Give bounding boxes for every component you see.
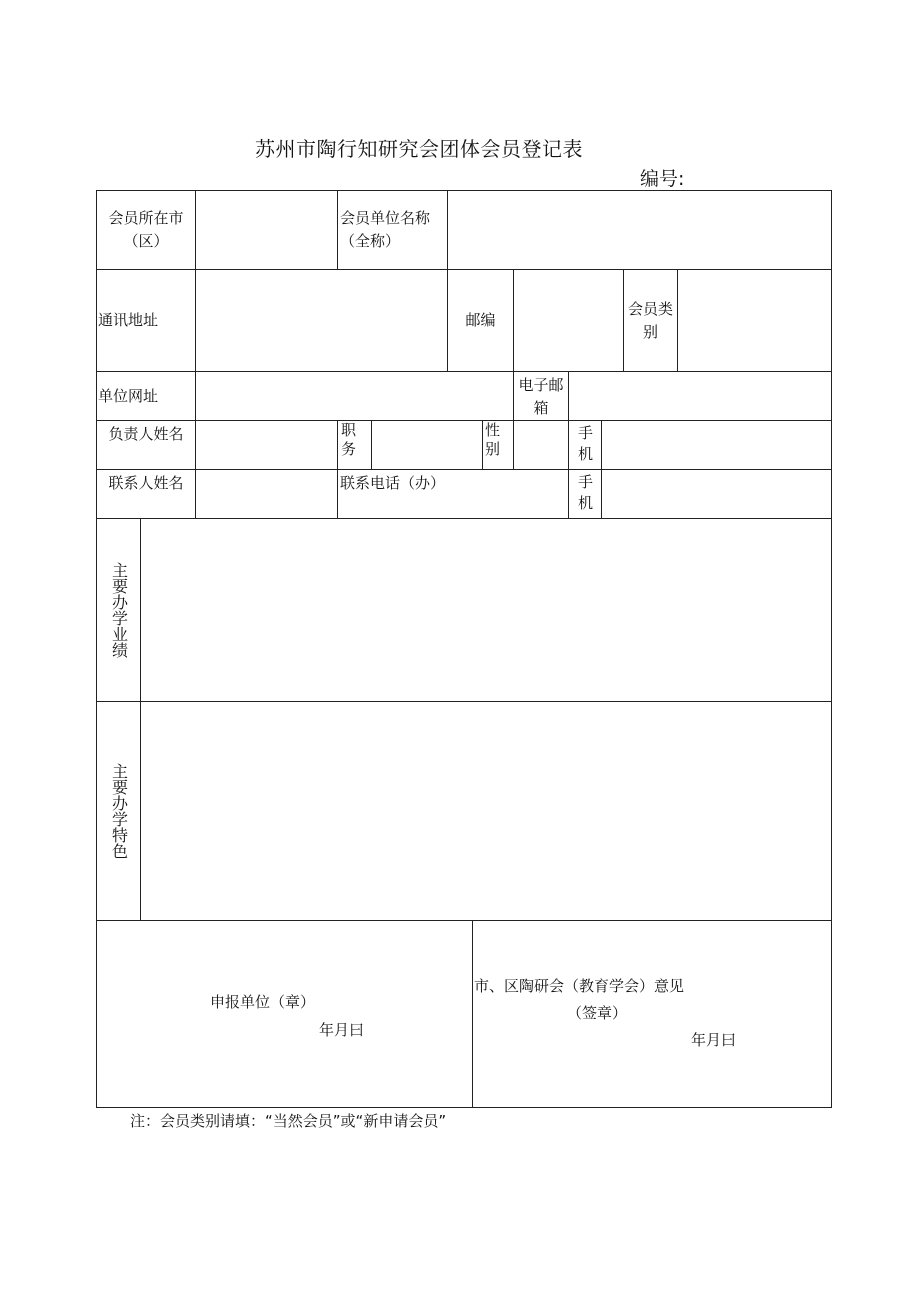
applicant-seal-area[interactable] (96, 920, 473, 1108)
head-mobile-label: 手机 (568, 420, 602, 470)
member-category-label: 会员类别 (623, 269, 678, 372)
applicant-unit-label: 申报单位（章） (210, 993, 316, 1011)
opinion-seal-area[interactable] (472, 920, 832, 1108)
member-city-field[interactable] (195, 190, 338, 270)
email-field[interactable] (568, 371, 832, 421)
features-label-text: 主要办学特色 (109, 763, 129, 859)
postcode-field[interactable] (513, 269, 624, 372)
achievements-label (96, 518, 141, 702)
opinion-seal-label: （签章） (567, 1004, 628, 1022)
email-label: 电子邮箱 (513, 371, 569, 421)
opinion-label: 市、区陶研会（教育学会）意见 (474, 977, 685, 995)
contact-name-label: 联系人姓名 (96, 469, 196, 519)
contact-mobile-label: 手机 (568, 469, 602, 519)
website-label: 单位网址 (96, 371, 196, 421)
position-label: 职务 (337, 420, 372, 470)
head-name-field[interactable] (195, 420, 338, 470)
contact-office-phone-label: 联系电话（办） (337, 469, 569, 519)
gender-label: 性别 (482, 420, 514, 470)
footnote: 注：会员类别请填：“当然会员”或“新申请会员” (130, 1112, 447, 1130)
page-title: 苏州市陶行知研究会团体会员登记表 (255, 137, 583, 161)
website-field[interactable] (195, 371, 514, 421)
opinion-date-label: 年月曰 (691, 1031, 737, 1049)
position-field[interactable] (371, 420, 483, 470)
member-unit-name-field[interactable] (447, 190, 832, 270)
features-field[interactable] (140, 701, 832, 921)
mailing-address-field[interactable] (195, 269, 448, 372)
postcode-label: 邮编 (447, 269, 514, 372)
head-name-label: 负责人姓名 (96, 420, 196, 470)
gender-field[interactable] (513, 420, 569, 470)
applicant-date-label: 年月曰 (319, 1021, 365, 1039)
head-mobile-field[interactable] (601, 420, 832, 470)
contact-name-field[interactable] (195, 469, 338, 519)
mailing-address-label: 通讯地址 (96, 269, 196, 372)
contact-mobile-field[interactable] (601, 469, 832, 519)
achievements-label-text: 主要办学业绩 (109, 562, 129, 658)
member-city-label: 会员所在市（区） (96, 190, 196, 270)
member-unit-name-label: 会员单位名称（全称） (337, 190, 448, 270)
serial-number-label: 编号: (640, 168, 685, 190)
member-category-field[interactable] (677, 269, 832, 372)
achievements-field[interactable] (140, 518, 832, 702)
features-label (96, 701, 141, 921)
